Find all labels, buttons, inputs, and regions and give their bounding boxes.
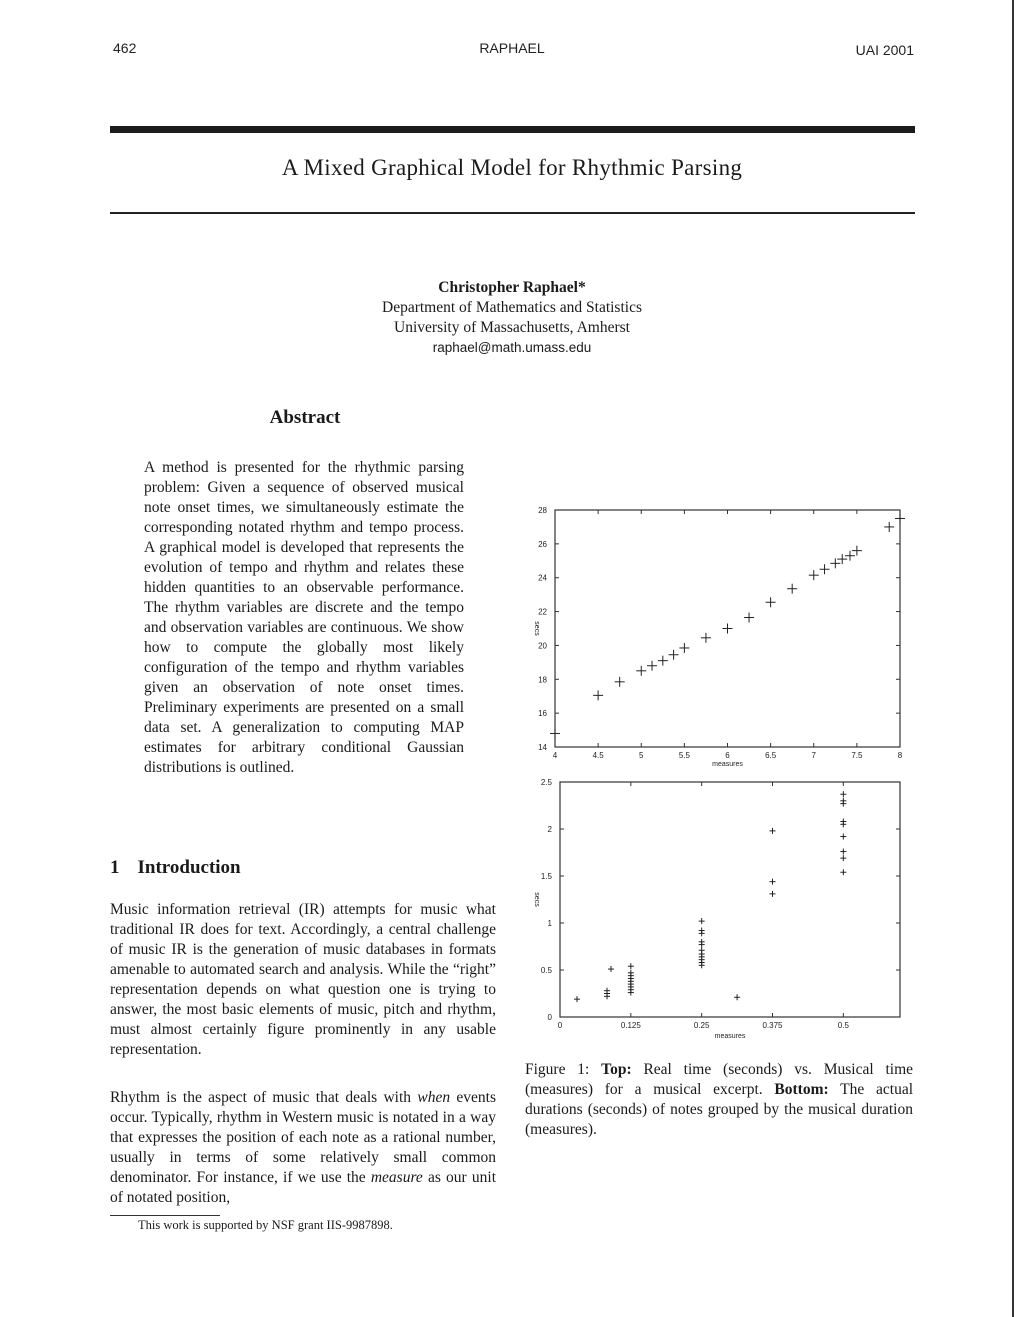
x-tick-label: 8 xyxy=(897,751,903,760)
data-point xyxy=(840,798,846,804)
y-tick-label: 24 xyxy=(538,573,547,583)
data-point xyxy=(884,522,894,532)
data-point xyxy=(701,633,711,643)
x-tick-label: 0 xyxy=(557,1021,563,1030)
data-point xyxy=(628,970,634,976)
section-title: Introduction xyxy=(137,857,241,878)
running-header-author: RAPHAEL xyxy=(479,40,545,56)
y-tick-label: 16 xyxy=(538,709,547,719)
data-point xyxy=(550,728,560,738)
data-point xyxy=(658,656,668,666)
emphasis-measure: measure xyxy=(370,1169,423,1186)
x-tick-label: 5.5 xyxy=(678,751,690,760)
data-point xyxy=(840,818,846,824)
y-tick-label: 22 xyxy=(538,607,547,617)
caption-top-text: Real time (seconds) vs. Musical time (measures) for a musical excerpt. xyxy=(525,1061,914,1098)
author-institution: University of Massachusetts, Amherst xyxy=(394,319,630,336)
figure-caption xyxy=(525,1060,913,1140)
x-tick-label: 4.5 xyxy=(592,751,604,760)
data-point xyxy=(840,849,846,855)
y-tick-label: 26 xyxy=(538,539,547,549)
data-point xyxy=(840,869,846,875)
data-point xyxy=(615,677,625,687)
data-point xyxy=(852,546,862,556)
paper-title: A Mixed Graphical Model for Rhythmic Parsing xyxy=(281,155,743,180)
emphasis-when: when xyxy=(417,1089,451,1106)
caption-bottom-label: Bottom: xyxy=(774,1081,829,1098)
x-tick-label: 4 xyxy=(552,751,558,760)
y-tick-label: 1.5 xyxy=(540,872,552,881)
y-tick-label: 2 xyxy=(547,825,552,834)
data-point xyxy=(820,564,830,574)
author-name: Christopher Raphael* xyxy=(438,279,586,296)
data-point xyxy=(699,947,705,953)
y-tick-label: 2.5 xyxy=(540,778,552,787)
page-number: 462 xyxy=(113,40,137,56)
data-point xyxy=(723,624,733,634)
y-tick-label: 0 xyxy=(547,1013,552,1022)
data-point xyxy=(840,791,846,797)
x-tick-label: 0.375 xyxy=(762,1021,783,1030)
data-point xyxy=(628,963,634,969)
data-point xyxy=(699,928,705,934)
caption-top-label: Top: xyxy=(601,1061,632,1078)
abstract-heading: Abstract xyxy=(269,407,341,428)
data-point xyxy=(766,597,776,607)
y-axis-label: secs xyxy=(533,621,540,636)
data-point xyxy=(574,996,580,1002)
data-point xyxy=(809,570,819,580)
x-tick-label: 6.5 xyxy=(765,751,777,760)
x-tick-label: 7.5 xyxy=(851,751,863,760)
author-email[interactable]: raphael@math.umass.edu xyxy=(432,340,592,355)
data-point xyxy=(744,612,754,622)
page-edge-line xyxy=(1012,0,1014,1317)
caption-label: Figure 1: xyxy=(525,1061,590,1078)
data-point xyxy=(699,918,705,924)
x-tick-label: 0.125 xyxy=(620,1021,641,1030)
x-tick-label: 6 xyxy=(725,751,730,760)
data-point xyxy=(608,966,614,972)
text-run: events occur. Typically, rhythm in Western music is notated in a way that expresses the position of each note as a rational number, usually in terms of some relatively small common denominator. For instance, if we use the xyxy=(110,1089,496,1186)
data-point xyxy=(770,879,776,885)
x-axis-label: measures xyxy=(714,1033,746,1040)
y-tick-label: 28 xyxy=(538,506,547,515)
x-tick-label: 5 xyxy=(639,751,644,760)
x-tick-label: 7 xyxy=(811,751,816,760)
plot-bottom xyxy=(533,778,900,1040)
x-axis-label: measures xyxy=(712,761,743,768)
y-tick-label: 14 xyxy=(538,743,547,752)
data-point xyxy=(895,513,905,523)
y-axis-label: secs xyxy=(533,892,540,907)
text-run: as our unit of notated position, xyxy=(110,1169,496,1206)
abstract-text: A method is presented for the rhythmic parsing problem: Given a sequence of observed musical note onset times, we simultaneously estimate the corresponding notated rhythm and tempo process. A graphical model is developed that represents the evolution of tempo and rhythm and relates these hidden quantities to an observable performance. The rhythm variables are discrete and the tempo and observation variables are continuous. We show how to compute the globally most likely configuration of the tempo and rhythm variables given an observation of note onset times. Preliminary experiments are presented on a small data set. A generalization to computing MAP estimates for arbitrary conditional Gaussian distributions is outlined. xyxy=(144,459,464,776)
running-header-venue: UAI 2001 xyxy=(855,42,914,58)
plot-top xyxy=(533,506,905,768)
y-tick-label: 0.5 xyxy=(540,966,552,975)
x-tick-label: 0.25 xyxy=(693,1021,710,1030)
y-tick-label: 20 xyxy=(538,641,547,651)
data-point xyxy=(636,666,646,676)
data-point xyxy=(840,855,846,861)
author-department: Department of Mathematics and Statistics xyxy=(382,299,642,316)
data-point xyxy=(830,558,840,568)
intro-paragraph-1: Music information retrieval (IR) attempts for music what traditional IR does for text. Accordingly, a central challenge of music IR is the generation of music databases in formats amenable to automated search and analysis. While the “right” representation depends on what question one is trying to answer, the most basic elements of music, pitch and rhythm, must almost certainly figure prominently in any usable representation. xyxy=(110,901,496,1058)
text-run: Rhythm is the aspect of music that deals with xyxy=(110,1089,418,1106)
data-point xyxy=(770,891,776,897)
y-tick-label: 18 xyxy=(538,675,547,685)
data-point xyxy=(647,661,657,671)
data-point xyxy=(770,828,776,834)
data-point xyxy=(669,650,679,660)
section-number: 1 xyxy=(110,857,120,878)
data-point xyxy=(604,988,610,994)
data-point xyxy=(734,994,740,1000)
data-point xyxy=(679,643,689,653)
caption-bottom-text: The actual durations (seconds) of notes grouped by the musical duration (measures). xyxy=(525,1081,914,1138)
footnote: This work is supported by NSF grant IIS-9987898. xyxy=(138,1218,393,1232)
data-point xyxy=(787,584,797,594)
y-tick-label: 1 xyxy=(547,919,552,928)
data-point xyxy=(593,690,603,700)
data-point xyxy=(699,939,705,945)
plot-frame xyxy=(560,782,900,1017)
x-tick-label: 0.5 xyxy=(837,1021,849,1030)
data-point xyxy=(840,834,846,840)
